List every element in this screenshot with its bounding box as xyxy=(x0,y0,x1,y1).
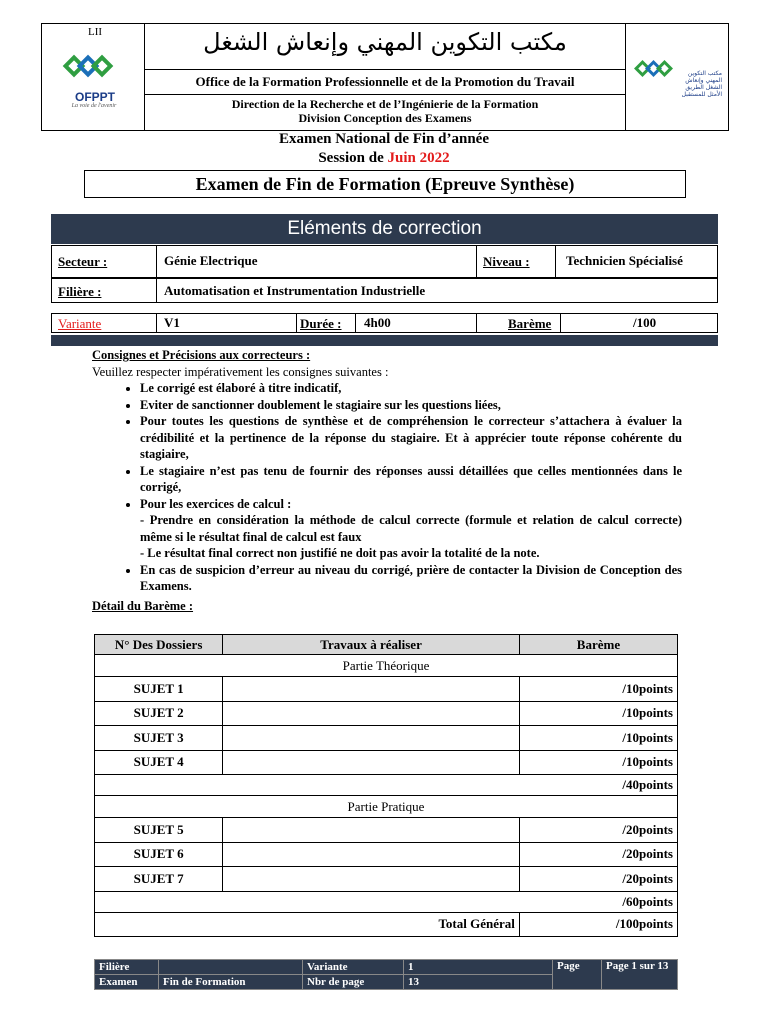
session-line xyxy=(0,150,768,167)
niveau-label: Niveau : xyxy=(483,254,530,269)
table-row xyxy=(95,750,678,775)
section-divider-bar xyxy=(51,335,718,346)
travaux-cell xyxy=(223,726,520,751)
ofppt-logo-tagline: La voie de l'avenir xyxy=(71,103,117,109)
variante-label: Variante xyxy=(58,316,102,331)
consigne-item: • Eviter de sanctionner doublement le stagiaire sur les questions liées, xyxy=(140,397,682,414)
consigne-item: • Le corrigé est élaboré à titre indicatif, xyxy=(140,380,682,397)
table-header-row xyxy=(95,635,678,655)
consigne-subitem: - Prendre en considération la méthode de calcul correcte (formule et relation de calcul correcte) même si le résultat final de calcul est faux xyxy=(140,513,682,544)
column-header: Travaux à réaliser xyxy=(223,635,520,655)
ofppt-right-logo-icon xyxy=(634,50,674,90)
points-cell: /10points xyxy=(519,750,677,775)
points-cell: /10points xyxy=(519,701,677,726)
filiere-value: Automatisation et Instrumentation Industrielle xyxy=(164,283,426,298)
page-footer xyxy=(94,959,678,990)
points-cell: /10points xyxy=(519,677,677,702)
header-divider xyxy=(145,69,625,70)
section-row xyxy=(95,796,678,818)
table-row xyxy=(95,726,678,751)
bareme-table xyxy=(94,634,678,937)
cell-divider xyxy=(476,313,477,333)
points-cell: /20points xyxy=(519,842,677,867)
consignes-heading: Consignes et Précisions aux correcteurs : xyxy=(92,348,311,362)
consigne-item: • Le stagiaire n’est pas tenu de fournir des réponses aussi détaillées que celles mentionnées dans le corrigé, xyxy=(140,463,682,496)
exam-title: Examen National de Fin d’année xyxy=(278,131,489,147)
travaux-cell xyxy=(223,677,520,702)
niveau-value: Technicien Spécialisé xyxy=(566,253,683,268)
division-line: Division Conception des Examens xyxy=(298,111,472,125)
footer-filiere-label: Filière xyxy=(95,960,159,975)
header-divider xyxy=(145,94,625,95)
correction-banner: Eléments de correction xyxy=(51,214,718,244)
sujet-cell: SUJET 5 xyxy=(95,818,223,843)
bareme-label: Barème xyxy=(508,316,552,331)
cell-divider xyxy=(355,313,356,333)
secteur-value: Génie Electrique xyxy=(164,253,258,268)
footer-page-label: Page xyxy=(553,960,602,990)
ofppt-right-logo-text: مكتب التكوين المهني وإنعاش الشغل الطريق الأمثل للمستقبل xyxy=(681,70,722,98)
travaux-cell xyxy=(223,750,520,775)
cell-divider xyxy=(560,313,561,333)
partie-theorique-label: Partie Théorique xyxy=(95,655,678,677)
table-row xyxy=(95,842,678,867)
cell-divider xyxy=(156,245,157,278)
travaux-cell xyxy=(223,701,520,726)
cell-divider xyxy=(555,245,556,278)
direction-line: Direction de la Recherche et de l’Ingénierie de la Formation xyxy=(231,97,539,111)
points-cell: /20points xyxy=(519,867,677,892)
sujet-cell: SUJET 2 xyxy=(95,701,223,726)
travaux-cell xyxy=(223,818,520,843)
session-prefix: Session de xyxy=(318,150,388,166)
filiere-label: Filière : xyxy=(58,284,102,299)
consigne-item: • Pour toutes les questions de synthèse et de compréhension le correcteur s’attachera à évaluer la crédibilité et la pertinence de la réponse du stagiaire. Et à apprécier toute réponse cohérente du stagiaire, xyxy=(140,413,682,463)
duree-label: Durée : xyxy=(300,316,342,331)
consigne-subitem: - Le résultat final correct non justifié ne doit pas avoir la totalité de la note. xyxy=(140,546,540,560)
footer-variante-label: Variante xyxy=(303,960,404,975)
footer-variante-value: 1 xyxy=(404,960,553,975)
cell-divider xyxy=(296,313,297,333)
variante-value: V1 xyxy=(164,315,180,330)
travaux-cell xyxy=(223,842,520,867)
cell-divider xyxy=(156,313,157,333)
epreuve-title: Examen de Fin de Formation (Epreuve Synthèse) xyxy=(84,170,686,198)
footer-page-value: Page 1 sur 13 xyxy=(602,960,678,990)
sujet-cell: SUJET 6 xyxy=(95,842,223,867)
points-cell: /10points xyxy=(519,726,677,751)
subtotal-row xyxy=(95,775,678,796)
consigne-item: • En cas de suspicion d’erreur au niveau du corrigé, prière de contacter la Division de Conception des Examens. xyxy=(140,562,682,595)
consigne-item: • Pour les exercices de calcul : xyxy=(140,496,682,513)
footer-examen-label: Examen xyxy=(95,975,159,990)
theorique-subtotal: /40points xyxy=(95,775,678,796)
section-row xyxy=(95,655,678,677)
cell-divider xyxy=(476,245,477,278)
footer-filiere-value xyxy=(159,960,303,975)
sujet-cell: SUJET 3 xyxy=(95,726,223,751)
table-row xyxy=(95,677,678,702)
table-row xyxy=(95,818,678,843)
table-row xyxy=(95,867,678,892)
bareme-value: /100 xyxy=(633,315,657,330)
consignes-intro: Veuillez respecter impérativement les consignes suivantes : xyxy=(92,364,389,379)
footer-examen-value: Fin de Formation xyxy=(159,975,303,990)
travaux-cell xyxy=(223,867,520,892)
consignes-list xyxy=(92,380,682,595)
sujet-cell: SUJET 1 xyxy=(95,677,223,702)
column-header: N° Des Dossiers xyxy=(95,635,223,655)
sujet-cell: SUJET 4 xyxy=(95,750,223,775)
direction-title xyxy=(145,97,625,125)
office-title: Office de la Formation Professionnelle et de la Promotion du Travail xyxy=(195,74,575,89)
document-code: LII xyxy=(88,26,103,38)
total-value: /100points xyxy=(519,912,677,937)
points-cell: /20points xyxy=(519,818,677,843)
total-row xyxy=(95,912,678,937)
sujet-cell: SUJET 7 xyxy=(95,867,223,892)
partie-pratique-label: Partie Pratique xyxy=(95,796,678,818)
pratique-subtotal: /60points xyxy=(95,891,678,912)
duree-value: 4h00 xyxy=(364,315,391,330)
column-header: Barème xyxy=(519,635,677,655)
consignes-section xyxy=(92,347,682,595)
footer-nbr-page-label: Nbr de page xyxy=(303,975,404,990)
table-row xyxy=(95,701,678,726)
footer-row xyxy=(95,960,678,975)
detail-bareme-heading: Détail du Barème : xyxy=(92,599,194,613)
footer-nbr-page-value: 13 xyxy=(404,975,553,990)
total-label: Total Général xyxy=(95,912,520,937)
subtotal-row xyxy=(95,891,678,912)
secteur-label: Secteur : xyxy=(58,254,108,269)
arabic-title: مكتب التكوين المهني وإنعاش الشغل xyxy=(203,28,567,56)
cell-divider xyxy=(156,278,157,303)
ofppt-logo-text: OFPPT xyxy=(74,90,115,104)
session-date: Juin 2022 xyxy=(387,150,450,166)
